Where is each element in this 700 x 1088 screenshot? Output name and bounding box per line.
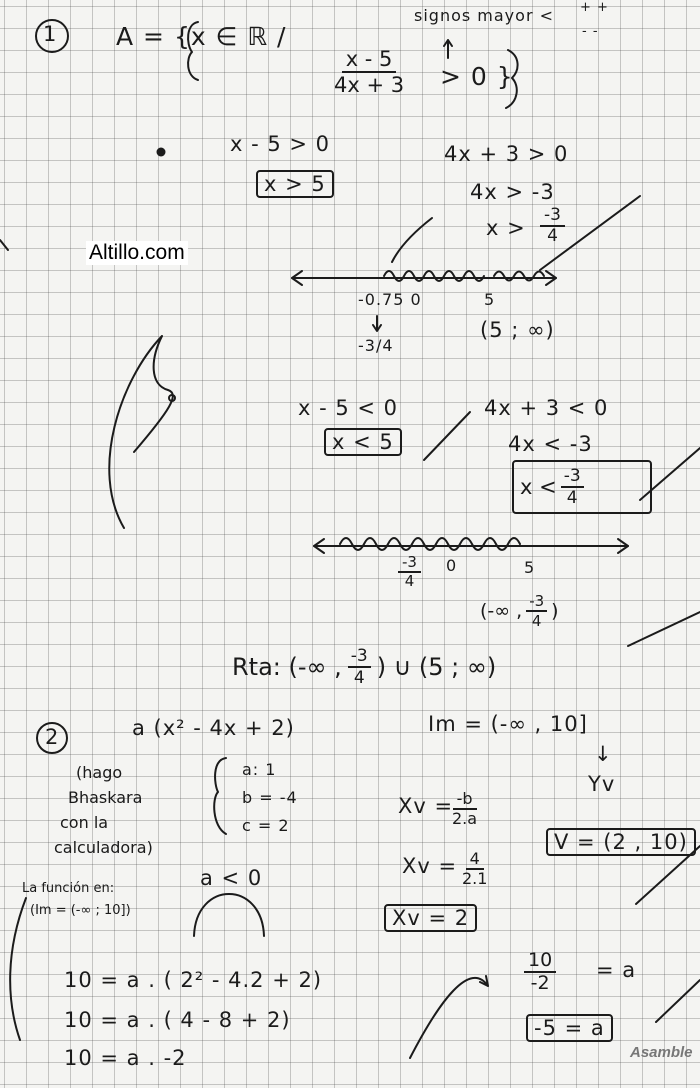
- vertex-box: V = (2 , 10): [546, 828, 696, 856]
- left-arc: [109, 336, 173, 528]
- bullet-dot: [157, 148, 166, 157]
- number-line-1-shading-b: [494, 272, 544, 281]
- ex1-note: signos mayor <: [414, 6, 555, 25]
- case2-interval-fraction: [526, 592, 547, 630]
- case2-ineq2: 4x + 3 < 0: [484, 396, 609, 420]
- cross-stroke-5: [628, 612, 700, 646]
- xv2-num: 4: [466, 850, 484, 870]
- xv2-fraction: [462, 850, 487, 888]
- div-num: 10: [524, 950, 556, 973]
- watermark: Altillo.com: [86, 241, 188, 265]
- equation-3: 10 = a . -2: [64, 1046, 187, 1070]
- set-fraction-num: x - 5: [342, 48, 397, 73]
- numline1-label-a: -0.75 0: [358, 290, 422, 309]
- answer-den: 4: [353, 668, 365, 688]
- case2-res2-prefix: x <: [520, 475, 557, 499]
- numline1-label-c: -3/4: [358, 336, 394, 355]
- case2-res2-num: -3: [561, 466, 584, 488]
- set-head: A = {x ∈ ℝ /: [116, 22, 287, 51]
- answer-fraction: [348, 646, 371, 688]
- case1-res2-fraction: [540, 206, 565, 246]
- cross-stroke-1: [392, 218, 432, 262]
- ex2-note-line-2: Bhaskara: [68, 788, 143, 807]
- case2-res2-den: 4: [566, 488, 578, 508]
- case1-interval: (5 ; ∞): [480, 318, 555, 342]
- div-equals-a: = a: [596, 958, 637, 982]
- number-line-2-shading: [340, 538, 520, 550]
- numline1-label-b: 5: [484, 290, 496, 309]
- set-tail: > 0 }: [440, 62, 514, 91]
- ex2-note-line-4: calculadora): [54, 838, 153, 857]
- a-negative: a < 0: [200, 866, 263, 890]
- ex2-expression: a (x² - 4x + 2): [132, 716, 295, 740]
- ex1-note-signs: + +: [580, 0, 609, 15]
- cross-stroke-3: [424, 412, 470, 460]
- case2-res2-box: [512, 460, 652, 514]
- coef-c: c = 2: [242, 816, 290, 835]
- cross-stroke-7: [656, 980, 700, 1022]
- xv-fraction: [452, 790, 477, 828]
- case2-step2: 4x < -3: [508, 432, 593, 456]
- ex1-number: 1: [43, 22, 58, 46]
- final-result-box: -5 = a: [526, 1014, 613, 1042]
- fn-note-line-2: (Im = (-∞ ; 10]): [30, 903, 131, 918]
- curved-arrow: [410, 976, 488, 1058]
- ex2-down-arrow: ↓: [594, 742, 613, 766]
- equation-2: 10 = a . ( 4 - 8 + 2): [64, 1008, 291, 1032]
- case2-res2-fraction: [561, 466, 584, 508]
- answer-prefix: Rta: (-∞ ,: [232, 653, 342, 681]
- fn-note-line-1: La función en:: [22, 881, 115, 896]
- ex2-note-line-1: (hago: [76, 763, 123, 782]
- case1-res2-den: 4: [547, 225, 558, 246]
- xv-result-box: Xv = 2: [384, 904, 477, 932]
- answer-line: [232, 646, 496, 688]
- footer-brand: Asamble: [630, 1044, 693, 1061]
- ex2-note-line-3: con la: [60, 813, 109, 832]
- set-fraction-den: 4x + 3: [334, 73, 405, 98]
- coef-brace: [214, 758, 226, 834]
- case2-ineq1: x - 5 < 0: [298, 396, 399, 420]
- parabola-sketch: [194, 894, 264, 936]
- answer-num: -3: [348, 646, 371, 668]
- numline2-zero: 0: [446, 556, 458, 575]
- coef-b: b = -4: [242, 788, 298, 807]
- note-arrow: [444, 40, 452, 58]
- xv-label: Xv =: [398, 794, 454, 818]
- case1-step2: 4x > -3: [470, 180, 555, 204]
- set-fraction: [334, 48, 404, 97]
- ex2-yv: Yv: [588, 772, 616, 796]
- ex2-note: [54, 760, 153, 860]
- case1-res2-num: -3: [540, 206, 565, 227]
- ex2-image: Im = (-∞ , 10]: [428, 712, 588, 736]
- xv-den: 2.a: [452, 808, 478, 828]
- case2-interval-suffix: ): [551, 600, 559, 622]
- case2-interval: [480, 592, 559, 630]
- case2-interval-prefix: (-∞ ,: [480, 600, 523, 622]
- down-arrow-small: [373, 316, 381, 331]
- number-line-1-shading-a: [384, 271, 484, 281]
- ex1-note-signs-bottom: - -: [582, 24, 599, 39]
- case2-res1-box: x < 5: [324, 428, 402, 456]
- xv2-label: Xv =: [402, 854, 458, 878]
- equation-1: 10 = a . ( 2² - 4.2 + 2): [64, 968, 323, 992]
- answer-suffix: ) ∪ (5 ; ∞): [376, 653, 497, 681]
- xv2-den: 2.1: [462, 868, 488, 888]
- div-den: -2: [530, 971, 550, 994]
- fn-note: [22, 878, 131, 922]
- numline2-fraction: [398, 554, 421, 590]
- case1-res2-prefix: x >: [486, 216, 526, 240]
- margin-tick: [0, 240, 8, 250]
- numline2-five: 5: [524, 558, 536, 577]
- coef-a: a: 1: [242, 760, 277, 779]
- numline2-num: -3: [398, 554, 421, 573]
- div-fraction: [524, 950, 556, 995]
- case1-ineq2: 4x + 3 > 0: [444, 142, 569, 166]
- numline2-den: 4: [404, 571, 415, 590]
- case2-interval-den: 4: [531, 612, 542, 630]
- case2-interval-num: -3: [526, 592, 547, 612]
- case1-res1-box: x > 5: [256, 170, 334, 198]
- case1-ineq1: x - 5 > 0: [230, 132, 331, 156]
- ex2-number: 2: [45, 725, 60, 749]
- xv-num: -b: [453, 790, 477, 810]
